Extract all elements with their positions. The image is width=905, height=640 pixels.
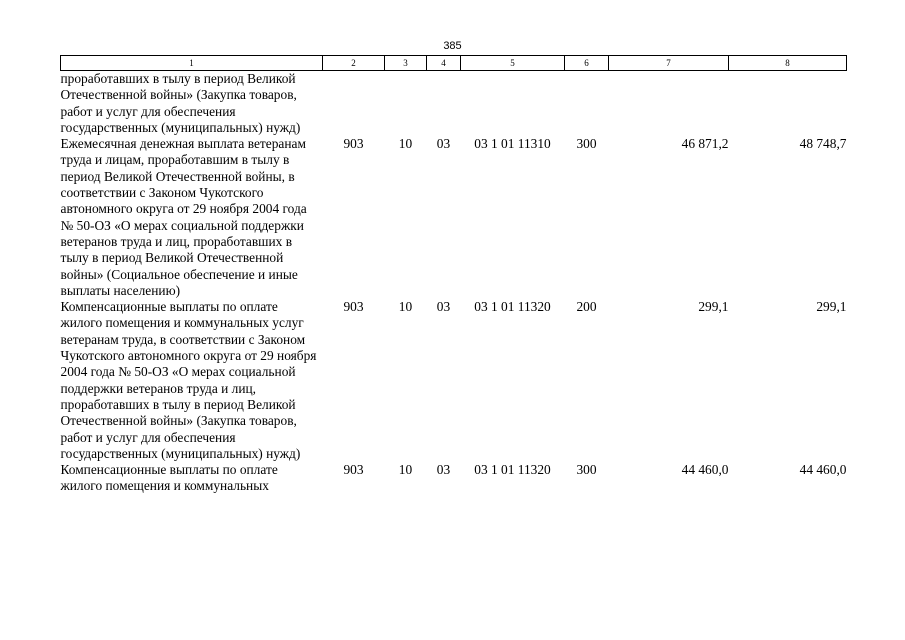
row-target-article: 03 1 01 11320 (474, 299, 551, 315)
row-ministry-code: 903 (343, 136, 364, 152)
page-number: 385 (443, 40, 462, 52)
column-header-5: 5 (461, 56, 565, 71)
row-section-code (385, 71, 427, 137)
row-expense-type: 300 (576, 462, 597, 478)
row-amount-year-1: 44 460,0 (681, 462, 729, 478)
column-header-2: 2 (323, 56, 385, 71)
row-amount-year-2: 299,1 (816, 299, 847, 315)
column-number-row (61, 56, 847, 71)
row-amount-year-1 (609, 71, 729, 137)
row-subsection-code: 03 (436, 136, 451, 152)
row-ministry-code (323, 71, 385, 137)
row-target-article: 03 1 01 11320 (474, 462, 551, 478)
column-header-1: 1 (61, 56, 323, 71)
column-header-6: 6 (565, 56, 609, 71)
row-ministry-code: 903 (343, 462, 364, 478)
row-section-code: 10 (398, 299, 413, 315)
row-subsection-code (427, 71, 461, 137)
row-expense-type: 200 (576, 299, 597, 315)
table-row (61, 136, 847, 299)
row-name: Компенсационные выплаты по оплате жилого помещения и коммунальных услуг ветеранам труда, в соответствии с Законом Чукотского автономного округа от 29 ноября 2004 года № 50-ОЗ «О мерах социальной поддержки ветеранов труда и лиц, проработавших в тылу в период Великой Отечественной войны» (Закупка товаров, работ и услуг для обеспечения государственных (муниципальных) нужд) (60, 299, 317, 461)
budget-table (60, 55, 847, 495)
row-expense-type: 300 (576, 136, 597, 152)
table-row (61, 299, 847, 462)
row-amount-year-1: 299,1 (698, 299, 729, 315)
row-amount-year-2 (729, 71, 847, 137)
row-ministry-code: 903 (343, 299, 364, 315)
row-amount-year-2: 44 460,0 (799, 462, 847, 478)
row-name: проработавших в тылу в период Великой Отечественной войны» (Закупка товаров, работ и услуг для обеспечения государственных (муниципальных) нужд) (60, 71, 301, 135)
row-subsection-code: 03 (436, 299, 451, 315)
row-section-code: 10 (398, 136, 413, 152)
row-target-article (461, 71, 565, 137)
column-header-8: 8 (729, 56, 847, 71)
row-name: Компенсационные выплаты по оплате жилого помещения и коммунальных (60, 462, 278, 494)
row-subsection-code: 03 (436, 462, 451, 478)
column-header-3: 3 (385, 56, 427, 71)
row-name: Ежемесячная денежная выплата ветеранам труда и лицам, проработавшим в тылу в период Великой Отечественной войны, в соответствии с Законом Чукотского автономного округа от 29 ноября 2004 года № 50-ОЗ «О мерах социальной поддержки ветеранов труда и лиц, проработавших в тылу в период Великой Отечественной войны» (Социальное обеспечение и иные выплаты населению) (60, 136, 307, 298)
column-header-7: 7 (609, 56, 729, 71)
row-expense-type (565, 71, 609, 137)
table-row (61, 462, 847, 495)
column-header-4: 4 (427, 56, 461, 71)
row-target-article: 03 1 01 11310 (474, 136, 551, 152)
row-amount-year-2: 48 748,7 (799, 136, 847, 152)
row-amount-year-1: 46 871,2 (681, 136, 729, 152)
row-section-code: 10 (398, 462, 413, 478)
table-row (61, 71, 847, 137)
